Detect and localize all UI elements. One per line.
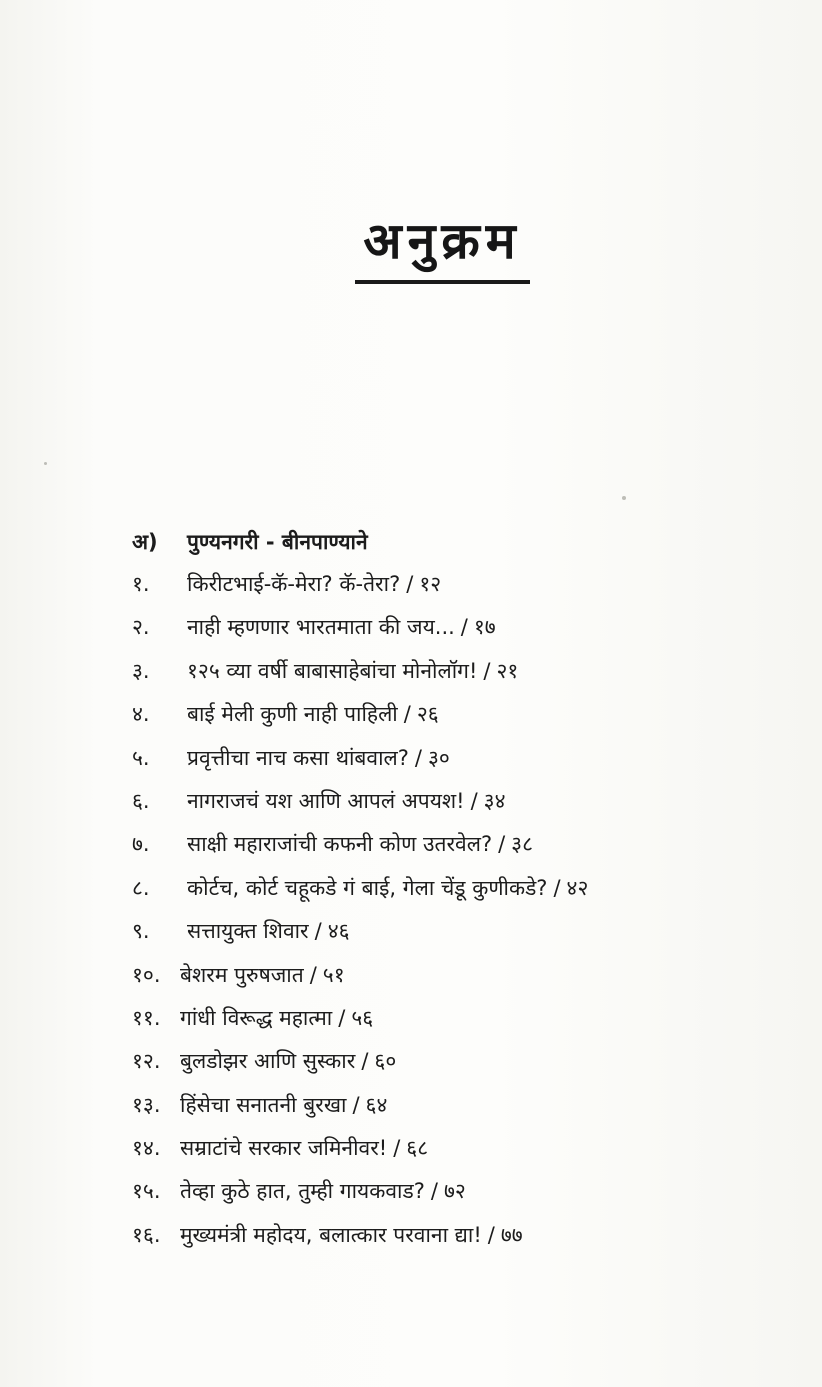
entry-number: १२.: [132, 1049, 161, 1074]
entry-page-number: ३०: [428, 745, 450, 770]
toc-entry: [132, 613, 772, 656]
entry-title: प्रवृत्तीचा नाच कसा थांबवाल?: [187, 745, 409, 770]
entry-separator: /: [460, 615, 468, 640]
entry-page-number: ४२: [566, 875, 589, 900]
entry-title: साक्षी महाराजांची कफनी कोण उतरवेल?: [187, 832, 493, 857]
entry-number: १३.: [132, 1092, 161, 1117]
entry-page-number: १७: [473, 615, 496, 640]
entry-page-number: ५६: [351, 1005, 374, 1030]
entry-separator: /: [393, 1136, 401, 1161]
entry-title: बाई मेली कुणी नाही पाहिली: [187, 702, 398, 727]
entry-separator: /: [314, 919, 322, 944]
entry-separator: /: [430, 1179, 438, 1204]
entry-separator: /: [406, 572, 414, 596]
toc-entry: [132, 874, 772, 917]
entry-separator: /: [361, 1049, 369, 1074]
toc-entry: [132, 1177, 772, 1220]
toc-entry: [132, 657, 772, 700]
heading-text: अनुक्रम: [363, 212, 522, 270]
heading-underline: [355, 280, 530, 284]
entry-number: १४.: [132, 1136, 161, 1161]
toc-entry: [132, 1221, 772, 1264]
table-of-contents: [132, 528, 772, 1264]
toc-entry: [132, 787, 772, 830]
toc-entry: [132, 570, 772, 613]
entry-page-number: ३८: [511, 832, 534, 857]
toc-list: [132, 570, 772, 1264]
entry-separator: /: [553, 875, 561, 900]
entry-separator: /: [498, 832, 506, 857]
entry-separator: /: [403, 702, 411, 727]
entry-title: मुख्यमंत्री महोदय, बलात्कार परवाना द्या!: [180, 1222, 482, 1247]
entry-page-number: ६८: [406, 1136, 429, 1161]
entry-title: नाही म्हणणार भारतमाता की जय...: [187, 615, 455, 640]
entry-page-number: ७२: [443, 1179, 466, 1204]
entry-title: कोर्टच, कोर्ट चहूकडे गं बाई, गेला चेंडू कुणीकडे?: [187, 875, 548, 900]
entry-number: ७.: [132, 832, 150, 857]
entry-title: तेव्हा कुठे हात, तुम्ही गायकवाड?: [180, 1179, 425, 1204]
toc-entry: [132, 830, 772, 873]
entry-page-number: ४६: [327, 919, 350, 944]
entry-number: १६.: [132, 1222, 161, 1247]
paper-speck: [44, 462, 47, 465]
entry-separator: /: [352, 1092, 360, 1117]
entry-page-number: ६०: [374, 1049, 397, 1074]
entry-title: गांधी विरूद्ध महात्मा: [180, 1005, 333, 1030]
toc-entry: [132, 700, 772, 743]
toc-entry: [132, 1091, 772, 1134]
entry-number: ३.: [132, 658, 150, 683]
entry-separator: /: [483, 658, 491, 683]
entry-separator: /: [470, 788, 478, 813]
entry-separator: /: [338, 1005, 346, 1030]
entry-title: बेशरम पुरुषजात: [180, 962, 304, 987]
entry-number: ४.: [132, 702, 150, 727]
entry-number: २.: [132, 615, 150, 640]
toc-section-heading: [132, 528, 772, 570]
toc-entry: [132, 1134, 772, 1177]
entry-page-number: २१: [496, 658, 519, 683]
toc-entry: [132, 917, 772, 960]
entry-page-number: ६४: [365, 1092, 388, 1117]
entry-separator: /: [309, 962, 317, 987]
entry-page-number: ७७: [500, 1222, 523, 1247]
toc-entry: [132, 961, 772, 1004]
entry-title: १२५ व्या वर्षी बाबासाहेबांचा मोनोलॉग!: [187, 658, 478, 683]
entry-number: ६.: [132, 788, 150, 813]
entry-title: किरीटभाई-कॅ-मेरा? कॅ-तेरा?: [187, 572, 401, 596]
entry-page-number: ३४: [483, 788, 506, 813]
entry-page-number: ५१: [322, 962, 345, 987]
entry-title: सम्राटांचे सरकार जमिनीवर!: [180, 1136, 388, 1161]
entry-separator: /: [414, 745, 422, 770]
toc-entry: [132, 1004, 772, 1047]
entry-number: ११.: [132, 1005, 161, 1030]
page-heading: [355, 208, 530, 284]
entry-page-number: १२: [419, 572, 442, 596]
entry-number: ९.: [132, 919, 150, 944]
entry-title: बुलडोझर आणि सुस्कार: [180, 1049, 356, 1074]
toc-entry: [132, 1047, 772, 1090]
entry-number: १०.: [132, 962, 161, 987]
entry-title: हिंसेचा सनातनी बुरखा: [180, 1092, 347, 1117]
entry-title: सत्तायुक्त शिवार: [187, 919, 309, 944]
entry-number: १.: [132, 572, 150, 596]
entry-number: १५.: [132, 1179, 161, 1204]
section-label: अ): [132, 530, 158, 554]
paper-speck: [622, 496, 626, 500]
entry-page-number: २६: [416, 702, 439, 727]
entry-title: नागराजचं यश आणि आपलं अपयश!: [187, 788, 465, 813]
entry-number: ५.: [132, 745, 150, 770]
entry-separator: /: [487, 1222, 495, 1247]
toc-entry: [132, 744, 772, 787]
entry-number: ८.: [132, 875, 150, 900]
section-title: पुण्यनगरी - बीनपाण्याने: [187, 530, 368, 554]
